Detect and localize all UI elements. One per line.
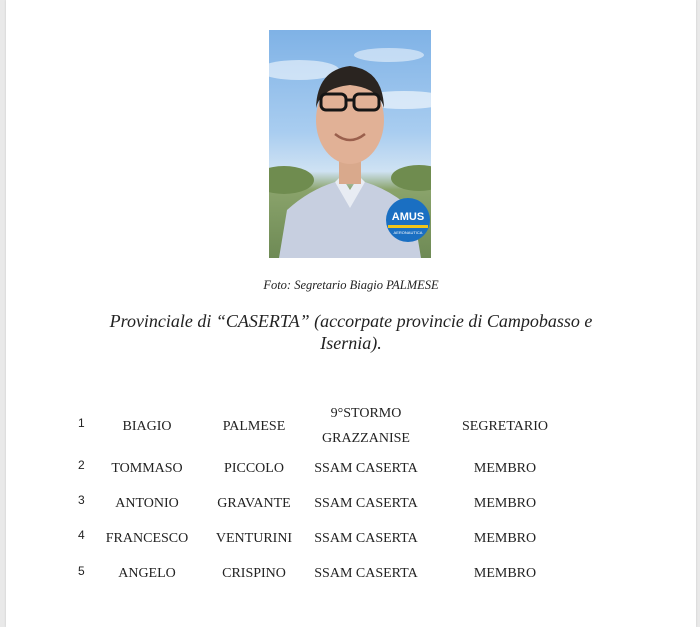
last-name: CRISPINO <box>222 566 286 581</box>
first-name: TOMMASO <box>111 461 183 476</box>
document-page <box>6 0 696 627</box>
portrait-photo <box>269 30 431 258</box>
role: MEMBRO <box>473 566 537 581</box>
last-name: PICCOLO <box>224 461 284 476</box>
role: MEMBRO <box>473 496 537 511</box>
row-number: 5 <box>78 564 85 578</box>
logo-text: AMUS <box>391 211 425 223</box>
row-number: 3 <box>78 493 85 507</box>
last-name: VENTURINI <box>215 531 293 546</box>
logo-subtext: AERONAUTICA <box>393 230 423 235</box>
unit-line-1: 9°STORMO <box>330 406 402 421</box>
unit-line-1: SSAM CASERTA <box>314 531 418 546</box>
first-name: ANGELO <box>118 566 176 581</box>
last-name: GRAVANTE <box>217 496 291 511</box>
role: MEMBRO <box>473 461 537 476</box>
heading-line-1: Provinciale di “CASERTA” (accorpate provincie di Campobasso e <box>109 311 593 331</box>
row-number: 2 <box>78 458 85 472</box>
last-name: PALMESE <box>222 419 286 434</box>
row-number: 4 <box>78 528 85 542</box>
row-number: 1 <box>78 416 85 430</box>
first-name: ANTONIO <box>115 496 179 511</box>
unit-line-1: SSAM CASERTA <box>314 566 418 581</box>
role: SEGRETARIO <box>462 419 548 434</box>
role: MEMBRO <box>473 531 537 546</box>
unit-line-1: SSAM CASERTA <box>314 461 418 476</box>
first-name: FRANCESCO <box>105 531 189 546</box>
unit-line-1: SSAM CASERTA <box>314 496 418 511</box>
section-heading <box>86 310 616 354</box>
unit-line-2: GRAZZANISE <box>322 431 410 446</box>
heading-line-2: Isernia). <box>320 333 382 353</box>
photo-caption: Foto: Segretario Biagio PALMESE <box>263 278 439 292</box>
portrait-illustration <box>269 30 431 258</box>
first-name: BIAGIO <box>122 419 172 434</box>
